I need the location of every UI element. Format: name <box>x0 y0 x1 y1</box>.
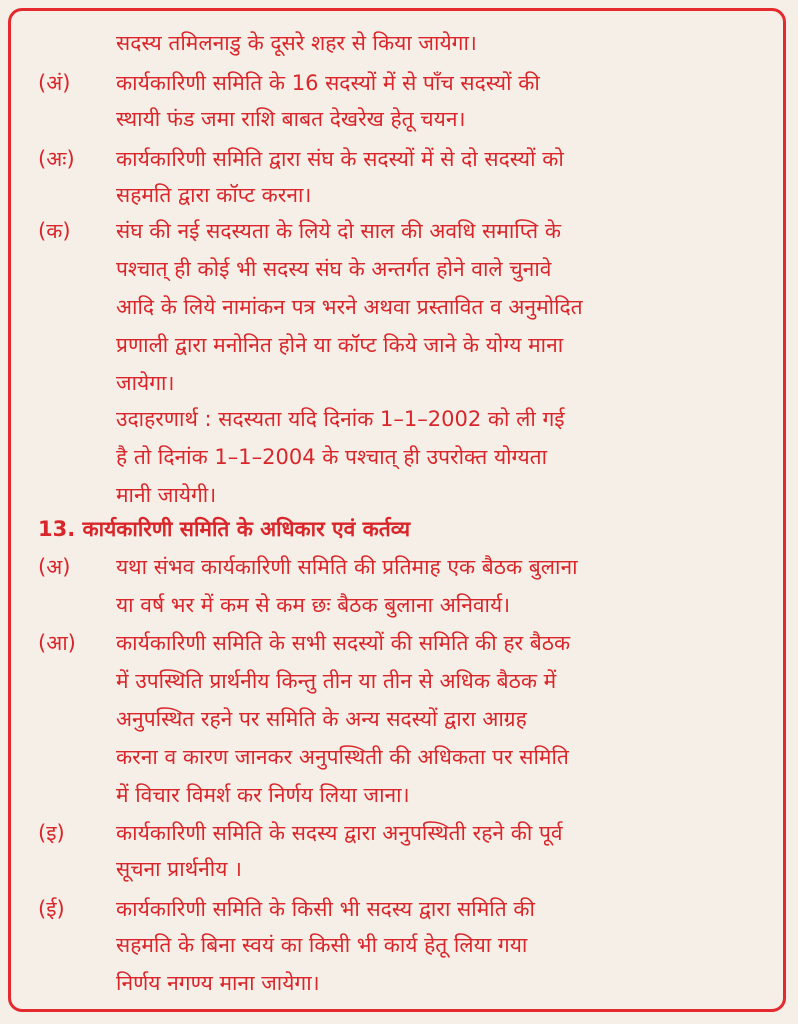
text-line: उदाहरणार्थ : सदस्यता यदि दिनांक 1–1–2002 को ली गई <box>116 407 565 431</box>
text-line: स्थायी फंड जमा राशि बाबत देखरेख हेतू चयन। <box>116 107 466 131</box>
text-line: सूचना प्रार्थनीय । <box>116 857 243 881</box>
text-line: पश्चात् ही कोई भी सदस्य संघ के अन्तर्गत होने वाले चुनावे <box>116 257 552 281</box>
text-line: मानी जायेगी। <box>116 483 217 507</box>
text-line: कार्यकारिणी समिति के सदस्य द्वारा अनुपस्थिती रहने की पूर्व <box>116 821 563 845</box>
text-line: यथा संभव कार्यकारिणी समिति की प्रतिमाह एक बैठक बुलाना <box>116 555 578 579</box>
item-marker: (क) <box>38 219 71 243</box>
text-line: सहमति के बिना स्वयं का किसी भी कार्य हेतू लिया गया <box>116 933 528 957</box>
text-line: प्रणाली द्वारा मनोनित होने या कॉप्ट किये जाने के योग्य माना <box>116 333 564 357</box>
text-line: में विचार विमर्श कर निर्णय लिया जाना। <box>116 783 410 807</box>
text-line: सदस्य तमिलनाडु के दूसरे शहर से किया जायेगा। <box>116 31 477 55</box>
text-line: सहमति द्वारा कॉप्ट करना। <box>116 183 312 207</box>
item-marker: (आ) <box>38 631 76 655</box>
section-heading: 13. कार्यकारिणी समिति के अधिकार एवं कर्तव्य <box>38 517 411 541</box>
item-marker: (इ) <box>38 821 65 845</box>
text-line: आदि के लिये नामांकन पत्र भरने अथवा प्रस्तावित व अनुमोदित <box>116 295 583 319</box>
text-line: कार्यकारिणी समिति के किसी भी सदस्य द्वारा समिति की <box>116 897 535 921</box>
text-line: में उपस्थिति प्रार्थनीय किन्तु तीन या तीन से अधिक बैठक में <box>116 669 557 693</box>
text-line: या वर्ष भर में कम से कम छः बैठक बुलाना अनिवार्य। <box>116 593 511 617</box>
item-marker: (अं) <box>38 71 71 95</box>
text-line: जायेगा। <box>116 371 175 395</box>
item-marker: (ई) <box>38 897 65 921</box>
text-line: अनुपस्थित रहने पर समिति के अन्य सदस्यों द्वारा आग्रह <box>116 707 527 731</box>
item-marker: (अः) <box>38 147 75 171</box>
text-line: निर्णय नगण्य माना जायेगा। <box>116 971 320 995</box>
text-line: संघ की नई सदस्यता के लिये दो साल की अवधि समाप्ति के <box>116 219 561 243</box>
text-line: कार्यकारिणी समिति के 16 सदस्यों में से पाँच सदस्यों की <box>116 71 540 95</box>
text-line: कार्यकारिणी समिति द्वारा संघ के सदस्यों में से दो सदस्यों को <box>116 147 564 171</box>
text-line: है तो दिनांक 1–1–2004 के पश्चात् ही उपरोक्त योग्यता <box>116 445 548 469</box>
item-marker: (अ) <box>38 555 71 579</box>
text-line: करना व कारण जानकर अनुपस्थिती की अधिकता पर समिति <box>116 745 569 769</box>
text-line: कार्यकारिणी समिति के सभी सदस्यों की समिति की हर बैठक <box>116 631 571 655</box>
